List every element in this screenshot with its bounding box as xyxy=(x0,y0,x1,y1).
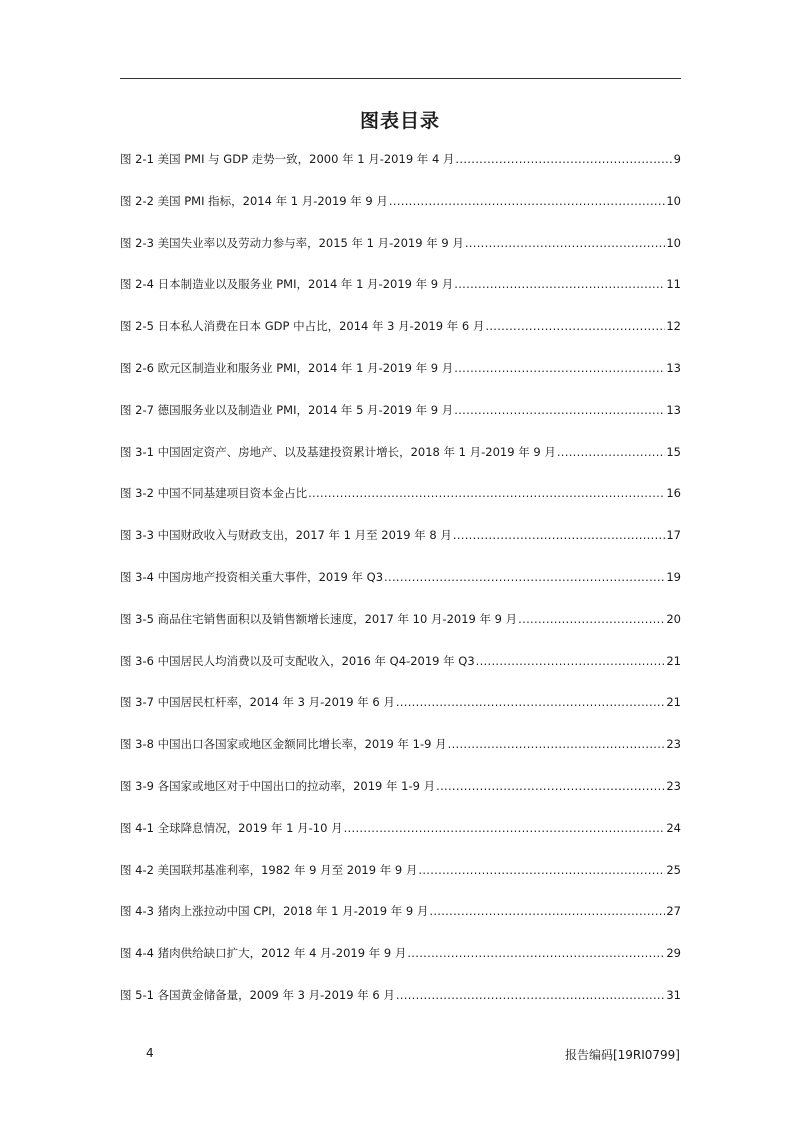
toc-entry-label: 图 3-9 各国家或地区对于中国出口的拉动率，2019 年 1-9 月 xyxy=(120,778,436,793)
toc-dot-leader xyxy=(557,443,666,461)
toc-dot-leader xyxy=(454,275,665,293)
toc-entry-label: 图 3-1 中国固定资产、房地产、以及基建投资累计增长，2018 年 1 月-2019 年 9 月 xyxy=(120,444,556,459)
toc-entry-label: 图 4-1 全球降息情况，2019 年 1 月-10 月 xyxy=(120,820,343,835)
toc-entry[interactable] xyxy=(120,944,681,986)
toc-entry-page: 25 xyxy=(666,862,681,877)
toc-entry-label: 图 3-5 商品住宅销售面积以及销售额增长速度，2017 年 10 月-2019 年 9 月 xyxy=(120,611,518,626)
toc-entry-page: 29 xyxy=(666,946,681,961)
toc-dot-leader xyxy=(407,944,665,962)
toc-entry-page: 12 xyxy=(666,319,681,334)
toc-entry[interactable] xyxy=(120,359,681,401)
toc-entry-label: 图 2-3 美国失业率以及劳动力参与率，2015 年 1 月-2019 年 9 月 xyxy=(120,235,464,250)
toc-dot-leader xyxy=(396,693,666,711)
toc-entry-page: 27 xyxy=(666,904,681,919)
toc-entry[interactable] xyxy=(120,777,681,819)
toc-entry-label: 图 4-2 美国联邦基准利率，1982 年 9 月至 2019 年 9 月 xyxy=(120,862,418,877)
toc-dot-leader xyxy=(485,317,665,335)
toc-entry-label: 图 3-4 中国房地产投资相关重大事件，2019 年 Q3 xyxy=(120,569,384,584)
header-rule xyxy=(120,78,681,79)
toc-entry[interactable] xyxy=(120,902,681,944)
toc-dot-leader xyxy=(453,526,666,544)
toc-entry-label: 图 5-1 各国黄金储备量，2009 年 3 月-2019 年 6 月 xyxy=(120,987,395,1002)
toc-entry-page: 21 xyxy=(666,653,681,668)
toc-dot-leader xyxy=(476,652,666,670)
toc-entry[interactable] xyxy=(120,610,681,652)
toc-entry-page: 16 xyxy=(666,486,681,501)
toc-dot-leader xyxy=(389,192,665,210)
toc-entry-page: 23 xyxy=(666,778,681,793)
toc-entry[interactable] xyxy=(120,652,681,694)
toc-dot-leader xyxy=(308,484,665,502)
toc-entry[interactable] xyxy=(120,192,681,234)
toc-dot-leader xyxy=(454,359,665,377)
toc-entry[interactable] xyxy=(120,317,681,359)
toc-entry-label: 图 2-6 欧元区制造业和服务业 PMI，2014 年 1 月-2019 年 9 月 xyxy=(120,360,454,375)
toc-entry-page: 23 xyxy=(666,737,681,752)
toc-entry-label: 图 2-1 美国 PMI 与 GDP 走势一致，2000 年 1 月-2019 年 4 月 xyxy=(120,152,455,166)
toc-entry-page: 24 xyxy=(666,820,681,835)
footer-report-code: 报告编码[19RI0799] xyxy=(564,1048,680,1062)
toc-entry-page: 20 xyxy=(666,611,681,626)
toc-entry-label: 图 3-3 中国财政收入与财政支出，2017 年 1 月至 2019 年 8 月 xyxy=(120,528,452,543)
toc-entry[interactable] xyxy=(120,526,681,568)
toc-entry-label: 图 2-7 德国服务业以及制造业 PMI，2014 年 5 月-2019 年 9 月 xyxy=(120,402,454,417)
toc-dot-leader xyxy=(384,568,665,586)
toc-entry[interactable] xyxy=(120,861,681,903)
toc-entry-page: 10 xyxy=(666,193,681,208)
toc-dot-leader xyxy=(465,234,666,252)
toc-entry[interactable] xyxy=(120,693,681,735)
toc-dot-leader xyxy=(448,735,666,753)
toc-entry-label: 图 4-3 猪肉上涨拉动中国 CPI，2018 年 1 月-2019 年 9 月 xyxy=(120,904,429,919)
toc-entry[interactable] xyxy=(120,443,681,485)
toc-entry-page: 17 xyxy=(666,528,681,543)
toc-entry-page: 19 xyxy=(666,569,681,584)
toc-entry[interactable] xyxy=(120,986,681,1028)
toc-dot-leader xyxy=(396,986,666,1004)
page-title: 图表目录 xyxy=(359,110,440,132)
footer-page-number: 4 xyxy=(146,1046,154,1060)
toc-entry-label: 图 3-2 中国不同基建项目资本金占比 xyxy=(120,486,308,501)
toc-entry[interactable] xyxy=(120,484,681,526)
toc-entry-label: 图 2-2 美国 PMI 指标，2014 年 1 月-2019 年 9 月 xyxy=(120,193,388,208)
toc-entry[interactable] xyxy=(120,401,681,443)
toc-entry-page: 21 xyxy=(666,695,681,710)
toc-entry-page: 10 xyxy=(666,235,681,250)
toc-entry[interactable] xyxy=(120,234,681,276)
toc-entry-page: 9 xyxy=(673,152,681,166)
toc-entry-page: 11 xyxy=(666,277,681,292)
toc-dot-leader xyxy=(455,150,672,168)
toc-entry-page: 31 xyxy=(666,987,681,1002)
toc-entry-label: 图 3-8 中国出口各国家或地区金额同比增长率，2019 年 1-9 月 xyxy=(120,737,447,752)
toc-dot-leader xyxy=(436,777,665,795)
toc-dot-leader xyxy=(518,610,665,628)
toc-entry[interactable] xyxy=(120,275,681,317)
toc-entry-page: 13 xyxy=(666,402,681,417)
toc-dot-leader xyxy=(344,819,666,837)
toc-entry[interactable] xyxy=(120,819,681,861)
toc-dot-leader xyxy=(418,861,665,879)
toc-entry-label: 图 4-4 猪肉供给缺口扩大，2012 年 4 月-2019 年 9 月 xyxy=(120,946,407,961)
toc-entry[interactable] xyxy=(120,150,681,192)
toc-entry-label: 图 3-6 中国居民人均消费以及可支配收入，2016 年 Q4-2019 年 Q3 xyxy=(120,653,475,668)
toc-entry-label: 图 3-7 中国居民杠杆率，2014 年 3 月-2019 年 6 月 xyxy=(120,695,395,710)
toc-entry-page: 15 xyxy=(666,444,681,459)
toc-entry-page: 13 xyxy=(666,360,681,375)
table-of-figures xyxy=(120,150,681,1028)
toc-entry[interactable] xyxy=(120,568,681,610)
toc-entry-label: 图 2-5 日本私人消费在日本 GDP 中占比，2014 年 3 月-2019 年 6 月 xyxy=(120,319,485,334)
toc-dot-leader xyxy=(454,401,665,419)
toc-entry[interactable] xyxy=(120,735,681,777)
toc-entry-label: 图 2-4 日本制造业以及服务业 PMI，2014 年 1 月-2019 年 9 月 xyxy=(120,277,454,292)
toc-dot-leader xyxy=(429,902,665,920)
